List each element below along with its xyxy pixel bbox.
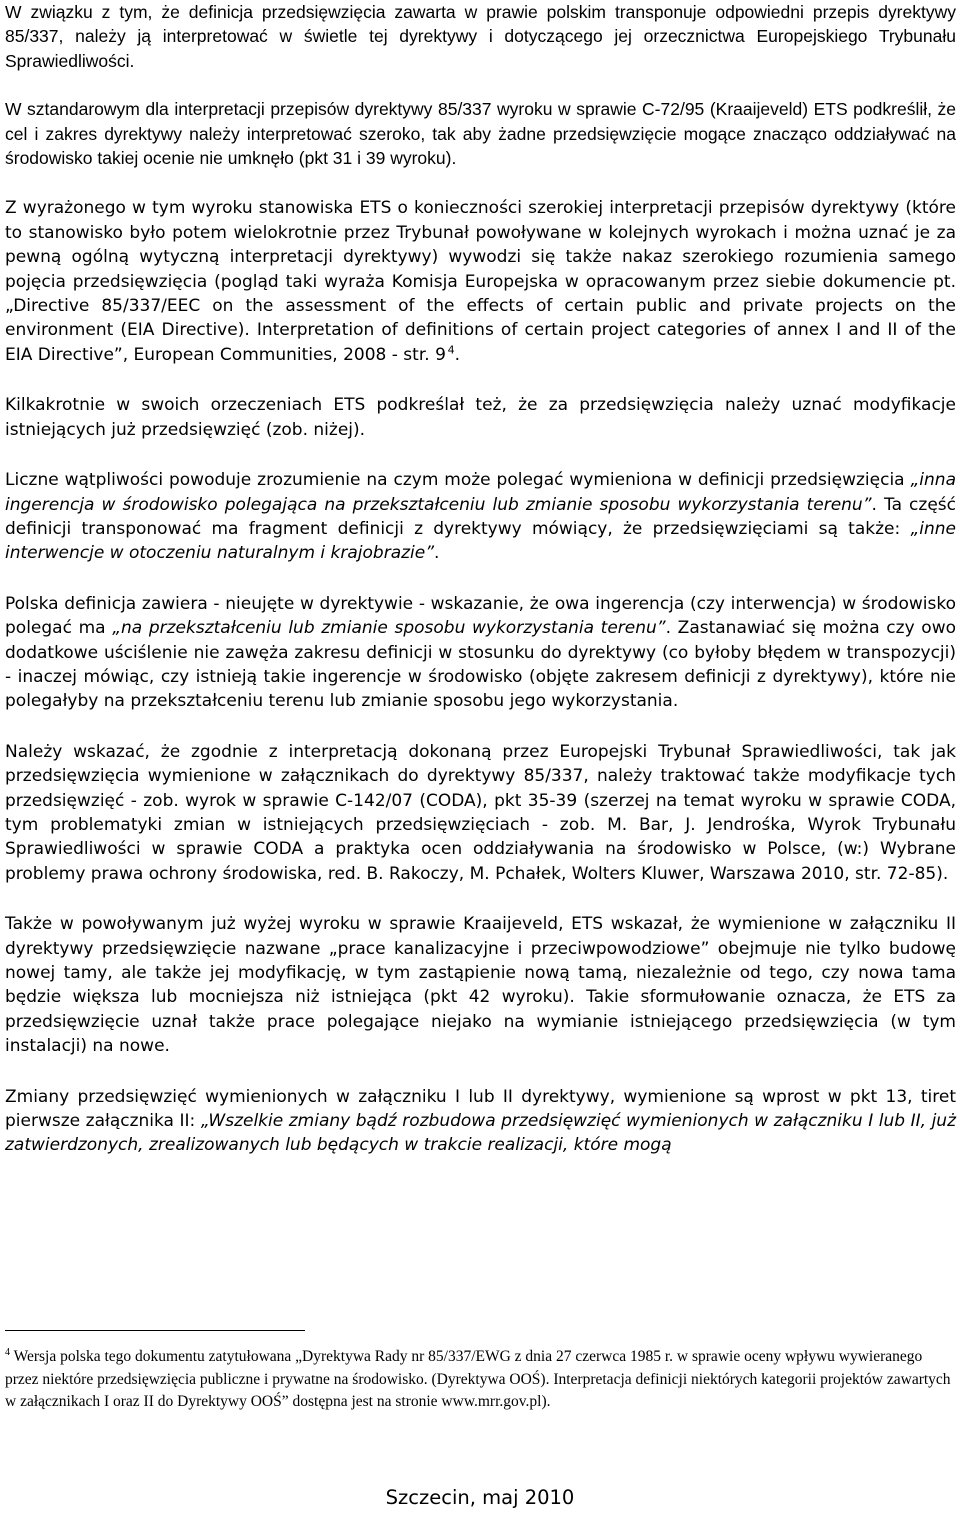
paragraph-9	[5, 1085, 956, 1158]
paragraph-4: Kilkakrotnie w swoich orzeczeniach ETS podkreślał też, że za przedsięwzięcia należy uznać modyfikacje istniejących już przedsięwzięć (zob. niżej).	[5, 395, 956, 440]
paragraph-8: Także w powoływanym już wyżej wyroku w sprawie Kraaijeveld, ETS wskazał, że wymienione w załączniku II dyrektywy przedsięwzięcie nazwane „prace kanalizacyjne i przeciwpowodziowe” obejmuje nie tylko budowę nowej tamy, ale także jej modyfikację, w tym zastąpienie nową tamą, niezależnie od tego, czy nowa tama będzie większa lub mocniejsza niż istniejąca (pkt 42 wyroku). Takie sformułowanie oznacza, że ETS za przedsięwzięcie uznał także prace polegające niejako na wymianie istniejącego przedsięwzięcia (w tym instalacji) na nowe.	[5, 914, 956, 1057]
paragraph-6-quote: „na przekształceniu lub zmianie sposobu wykorzystania terenu”	[112, 618, 666, 639]
paragraph-2: W sztandarowym dla interpretacji przepisów dyrektywy 85/337 wyroku w sprawie C-72/95 (Kraaijeveld) ETS podkreślił, że cel i zakres dyrektywy należy interpretować szeroko, tak aby żadne przedsięwzięcie mogące znacząco oddziaływać na środowisko takiej ocenie nie umknęło (pkt 31 i 39 wyroku).	[5, 99, 956, 169]
paragraph-6-text: Polska definicja zawiera - nieujęte w dyrektywie - wskazanie, że owa ingerencja (czy interwencja) w środowisko polegać ma	[5, 593, 956, 639]
footnote-ref: 4	[447, 343, 455, 357]
footnote-number: 4	[5, 1346, 10, 1358]
paragraph-5-text: Liczne wątpliwości powoduje zrozumienie na czym może polegać wymieniona w definicji przedsięwzięcia	[5, 470, 911, 491]
paragraph-5	[5, 468, 956, 566]
footnote-text: Wersja polska tego dokumentu zatytułowana „Dyrektywa Rady nr 85/337/EWG z dnia 27 czerwca 1985 r. w sprawie oceny wpływu wywieranego przez niektóre przedsięwzięcia publiczne i prywatne na środowisko. (Dyrektywa OOŚ). Interpretacja definicji niektórych kategorii projektów zawartych w załącznikach I oraz II do Dyrektywy OOŚ” dostępna jest na stronie www.mrr.gov.pl).	[5, 1348, 951, 1410]
paragraph-3-text: Z wyrażonego w tym wyroku stanowiska ETS o konieczności szerokiej interpretacji przepisów dyrektywy (które to stanowisko było potem wielokrotnie przez Trybunał powoływane w kolejnych wyrokach i można uznać je za pewną ogólną wytyczną interpretacji dyrektywy) wywodzi się także nakaz szerokiego rozumienia samego pojęcia przedsięwzięcia (pogląd taki wyraża Komisja Europejska w opracowanym przez siebie dokumencie pt. „Directive 85/337/EEC on the assessment of the effects of certain public and private projects on the environment (EIA Directive). Interpretation of definitions of certain project categories of annex I and II of the EIA Directive”, European Communities, 2008 - str. 9	[5, 198, 956, 365]
paragraph-6	[5, 592, 956, 714]
paragraph-5-quote-2: „inne interwencje w otoczeniu naturalnym i krajobrazie”	[5, 518, 956, 564]
paragraph-9-text: Zmiany przedsięwzięć wymienionych w załączniku I lub II dyrektywy, wymienione są wprost w pkt 13, tiret pierwsze załącznika II:	[5, 1086, 956, 1132]
paragraph-6-text-2: . Zastanawiać się można czy owo dodatkowe uściślenie nie zawęża zakresu definicji w stosunku do dyrektywy (co byłoby błędem w transpozycji) - inaczej mówiąc, czy istnieją takie ingerencje w środowisko (objęte zakresem definicji z dyrektywy), które nie polegałyby na przekształceniu terenu lub zmianie sposobu jego wykorzystania.	[5, 618, 956, 712]
paragraph-3	[5, 196, 956, 367]
document-body	[5, 0, 956, 1158]
paragraph-9-quote: „Wszelkie zmiany bądź rozbudowa przedsięwzięć wymienionych w załączniku I lub II, już zatwierdzonych, zrealizowanych lub będących w trakcie realizacji, które mogą	[5, 1111, 956, 1156]
paragraph-1: W związku z tym, że definicja przedsięwzięcia zawarta w prawie polskim transponuje odpowiedni przepis dyrektywy 85/337, należy ją interpretować w świetle tej dyrektywy i dotyczącego jej orzecznictwa Europejskiego Trybunału Sprawiedliwości.	[5, 2, 956, 71]
footnote	[5, 1346, 956, 1414]
paragraph-3-end: .	[454, 344, 460, 365]
paragraph-5-end: .	[434, 543, 440, 564]
paragraph-5-quote-1: „inna ingerencja w środowisko polegająca na przekształceniu lub zmianie sposobu wykorzystania terenu”	[5, 470, 956, 515]
paragraph-7: Należy wskazać, że zgodnie z interpretacją dokonaną przez Europejski Trybunał Sprawiedliwości, tak jak przedsięwzięcia wymienione w załącznikach do dyrektywy 85/337, należy traktować także modyfikacje tych przedsięwzięć - zob. wyrok w sprawie C-142/07 (CODA), pkt 35-39 (szerzej na temat wyroku w sprawie CODA, tym problematyki zmian w istniejących przedsięwzięciach - zob. M. Bar, J. Jendrośka, Wyrok Trybunału Sprawiedliwości w sprawie CODA a praktyka ocen oddziaływania na środowisko w Polsce, (w:) Wybrane problemy prawa ochrony środowiska, red. B. Rakoczy, M. Pchałek, Wolters Kluwer, Warszawa 2010, str. 72-85).	[5, 741, 956, 884]
paragraph-5-text-2: . Ta część definicji transponować ma fragment definicji z dyrektywy mówiący, że przedsięwzięciami są także:	[5, 494, 956, 539]
page-footer: Szczecin, maj 2010	[385, 1486, 575, 1509]
footnote-separator	[5, 1330, 305, 1331]
